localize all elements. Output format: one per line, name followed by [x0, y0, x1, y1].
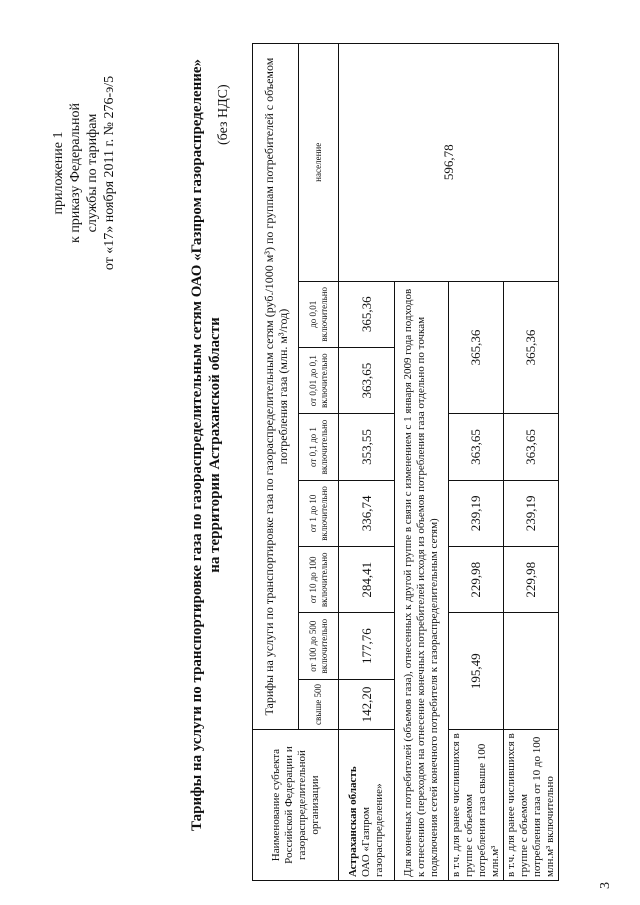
value-cell: 365,36 [339, 281, 395, 347]
value-cell: 239,19 [504, 480, 559, 546]
org-name: ОАО «Газпром газораспределение» [360, 783, 385, 877]
header-group: Тарифы на услуги по транспортировке газа по газораспределительным сетям (руб./1000 м³) по группам потребителей с объемом потребления газа (млн. м³/год) [253, 44, 299, 730]
value-cell: 365,36 [504, 281, 559, 414]
sub1-label: в т.ч. для ранее числившихся в группе с объемом потребления газа свыше 100 млн.м³ [449, 730, 504, 881]
org-cell [339, 730, 395, 881]
col-header-1: свыше 500 [299, 679, 339, 729]
col-header-8: население [299, 44, 339, 282]
col-header-4: от 1 до 10 включительно [299, 480, 339, 546]
col-header-2: от 100 до 500 включительно [299, 613, 339, 679]
document-title [188, 25, 224, 865]
approval-line-3: службы по тарифам [85, 113, 100, 233]
value-cell: 239,19 [449, 480, 504, 546]
value-cell: 177,76 [339, 613, 395, 679]
empty-cell [504, 613, 559, 730]
value-cell: 363,65 [504, 414, 559, 480]
header-name: Наименование субъекта Российской Федерации и газораспределительной организации [253, 730, 339, 881]
title-line-2: на территории Астраханской области [207, 317, 223, 573]
approval-block [50, 23, 118, 323]
population-value: 596,78 [339, 44, 559, 282]
value-cell: 336,74 [339, 480, 395, 546]
page-number: 3 [598, 882, 613, 889]
sub1-merged-value: 195,49 [449, 613, 504, 730]
value-cell: 142,20 [339, 679, 395, 729]
col-header-6: от 0,01 до 0,1 включительно [299, 347, 339, 413]
value-cell: 353,55 [339, 414, 395, 480]
value-cell: 363,65 [449, 414, 504, 480]
value-cell: 229,98 [504, 547, 559, 613]
value-cell: 363,65 [339, 347, 395, 413]
col-header-5: от 0,1 до 1 включительно [299, 414, 339, 480]
title-line-1: Тарифы на услуги по транспортировке газа по газораспределительным сетям ОАО «Газпром газораспределение» [189, 58, 205, 832]
col-header-7: до 0,01 включительно [299, 281, 339, 347]
value-cell: 284,41 [339, 547, 395, 613]
sub2-label: в т.ч. для ранее числившихся в группе с объемом потребления газа от 10 до 100 млн.м³ включительно [504, 730, 559, 881]
col-header-3: от 10 до 100 включительно [299, 547, 339, 613]
value-cell: 365,36 [449, 281, 504, 414]
tariff-table [252, 43, 559, 881]
region-name: Астраханская область [347, 766, 359, 877]
vat-note: (без НДС) [216, 84, 231, 145]
approval-line-2: к приказу Федеральной [68, 103, 83, 243]
table-row [339, 44, 395, 881]
value-cell: 229,98 [449, 547, 504, 613]
approval-line-1: приложение 1 [51, 131, 66, 215]
note-cell: Для конечных потребителей (объемов газа), отнесенных к другой группе в связи с изменением с 1 января 2009 года подходов к отнесению (переходом на отнесение конечных потребителей исходя из объемов потребления газа отдельно по точкам подключения сетей конечного потребителя к газораспределительным сетям) [395, 281, 449, 880]
approval-line-4: от «17» ноября 2011 г. № 276-э/5 [102, 75, 117, 271]
